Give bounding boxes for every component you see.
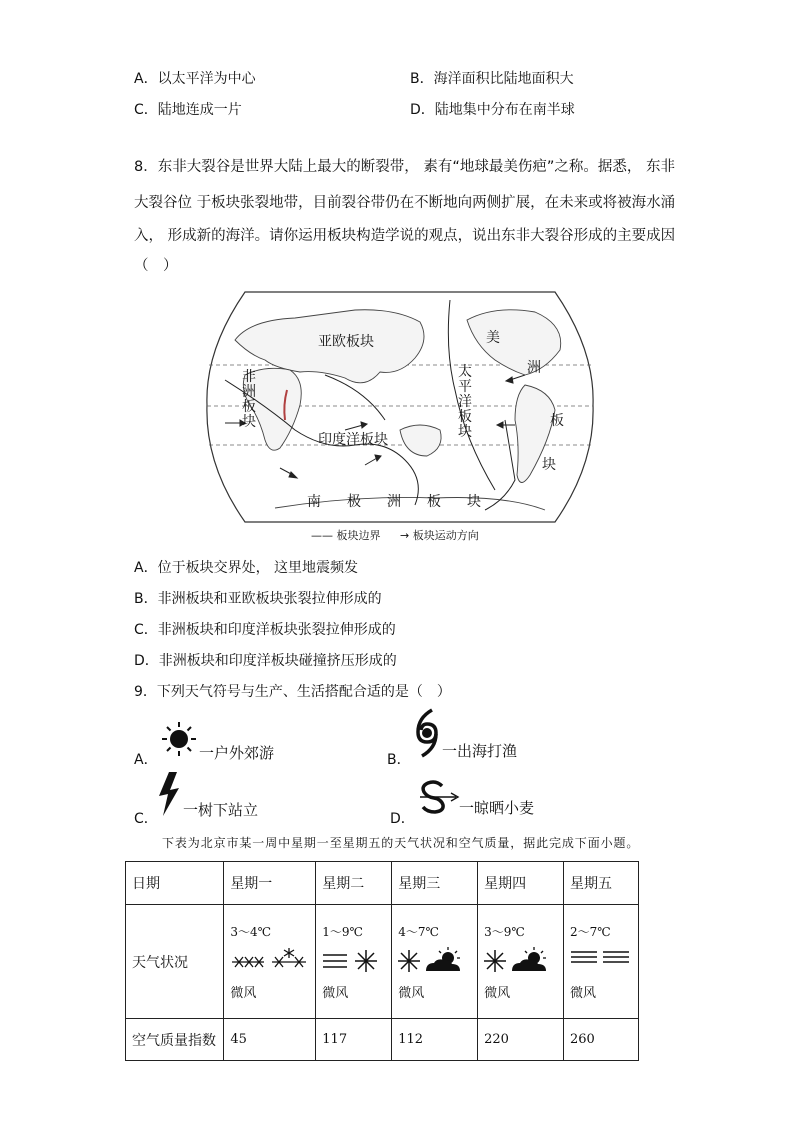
temp-tuesday: 1～9℃ [322,924,363,939]
weather-cell-tuesday [316,905,392,1019]
aqi-monday: 45 [224,1019,316,1061]
african-plate-label [242,370,258,430]
pacific-char-3: 洋 [458,394,472,410]
pacific-char-1: 太 [458,364,472,380]
temp-monday: 3～4℃ [230,924,272,939]
indian-plate-label: 印度洋板块 [318,432,388,448]
weather-row [126,905,639,1019]
antarctic-char-1: 南 [307,494,321,510]
african-char-4: 块 [242,414,256,430]
snow-icon [355,950,377,972]
aqi-wednesday: 112 [392,1019,478,1061]
header-friday: 星期五 [564,862,639,905]
table-header-row [126,862,639,905]
q7-option-d: D．陆地集中分布在南半球 [410,102,575,118]
temp-wednesday: 4～7℃ [398,924,439,939]
snow-icon [398,950,420,972]
header-tuesday: 星期二 [316,862,392,905]
wind-friday: 微风 [570,985,597,1001]
header-monday: 星期一 [224,862,316,905]
african-char-3: 板 [242,399,256,415]
legend-boundary: —— 板块边界 [311,529,381,542]
weather-table [125,861,639,1061]
african-char-1: 非 [242,369,256,385]
q7-option-c: C．陆地连成一片 [134,102,242,118]
weather-icons-tuesday [322,946,385,974]
weather-cell-thursday [478,905,564,1019]
q9-option-c-letter: C． [134,811,158,827]
weather-cell-friday [564,905,639,1019]
american-plate-char-2: 洲 [527,360,541,376]
q9-option-a-letter: A． [134,752,158,768]
weather-icons-wednesday [398,946,471,974]
weather-cell-monday [224,905,316,1019]
weather-icons-friday [570,946,632,974]
pacific-char-4: 板 [458,409,472,425]
sleet-icon [232,957,264,967]
pacific-plate-label [458,365,474,440]
header-date: 日期 [126,862,224,905]
q8-option-c: C．非洲板块和印度洋板块张裂拉伸形成的 [134,622,396,638]
sandstorm-icon [418,780,464,818]
cloudy-sun-icon [512,947,546,971]
wind-tuesday: 微风 [322,985,349,1001]
american-plate-char-3: 板 [550,413,564,429]
q8-option-d: D．非洲板块和印度洋板块碰撞挤压形成的 [134,653,397,669]
aqi-row-label: 空气质量指数 [126,1019,224,1061]
fog-icon [603,952,629,962]
antarctic-char-5: 块 [467,494,481,510]
snow-icon [484,950,506,972]
q9-option-a-text: 一户外郊游 [199,744,275,762]
fog-icon [323,955,347,967]
antarctic-char-2: 极 [347,494,361,510]
cloudy-sun-icon [426,947,460,971]
lightning-icon [155,772,183,820]
wind-monday: 微风 [230,985,257,1001]
q8-stem-line3: 入， 形成新的海洋。请你运用板块构造学说的观点，说出东非大裂谷形成的主要成因 [134,228,676,244]
aqi-thursday: 220 [478,1019,564,1061]
q9-option-c-text: 一树下站立 [183,801,259,819]
weather-cell-wednesday [392,905,478,1019]
q9-option-d-text: 一晾晒小麦 [459,799,535,817]
q9-option-b-text: 一出海打渔 [442,742,518,760]
header-wednesday: 星期三 [392,862,478,905]
sunny-icon [160,720,198,762]
q8-stem-line4: （ ） [134,258,178,274]
snow-sleet-icon [272,948,306,967]
q9-option-b-letter: B． [387,752,411,768]
weather-icons-thursday [484,946,557,974]
q8-stem-line1: 8．东非大裂谷是世界大陆上最大的断裂带， 素有“地球最美伤疤”之称。据悉， 东非 [134,159,675,175]
temp-friday: 2～7℃ [570,924,611,939]
wind-wednesday: 微风 [398,985,425,1001]
table-intro: 下表为北京市某一周中星期一至星期五的天气状况和空气质量，据此完成下面小题。 [162,836,640,850]
weather-row-label: 天气状况 [126,905,224,1019]
antarctic-char-3: 洲 [387,494,401,510]
q7-option-a: A．以太平洋为中心 [134,71,256,87]
antarctic-char-4: 板 [427,494,441,510]
african-char-2: 洲 [242,384,256,400]
pacific-char-2: 平 [458,379,472,395]
aqi-friday: 260 [564,1019,639,1061]
pacific-char-5: 块 [458,424,472,440]
typhoon-icon [412,708,442,762]
aqi-tuesday: 117 [316,1019,392,1061]
weather-icons-monday [230,946,309,974]
header-thursday: 星期四 [478,862,564,905]
legend-direction: → 板块运动方向 [400,529,479,542]
american-plate-char-4: 块 [542,457,556,473]
american-plate-char-1: 美 [486,330,500,346]
fog-icon [571,952,597,962]
eurasian-plate-label: 亚欧板块 [318,334,374,350]
q8-stem-line2: 大裂谷位 于板块张裂地带，目前裂谷带仍在不断地向两侧扩展，在未来或将被海水涌 [134,195,676,211]
temp-thursday: 3～9℃ [484,924,525,939]
q8-option-a: A．位于板块交界处， 这里地震频发 [134,560,359,576]
q8-option-b: B．非洲板块和亚欧板块张裂拉伸形成的 [134,591,382,607]
aqi-row [126,1019,639,1061]
q9-stem: 9．下列天气符号与生产、生活搭配合适的是（ ） [134,684,451,700]
wind-thursday: 微风 [484,985,511,1001]
q9-option-d-letter: D． [390,811,415,827]
q7-option-b: B．海洋面积比陆地面积大 [410,71,574,87]
